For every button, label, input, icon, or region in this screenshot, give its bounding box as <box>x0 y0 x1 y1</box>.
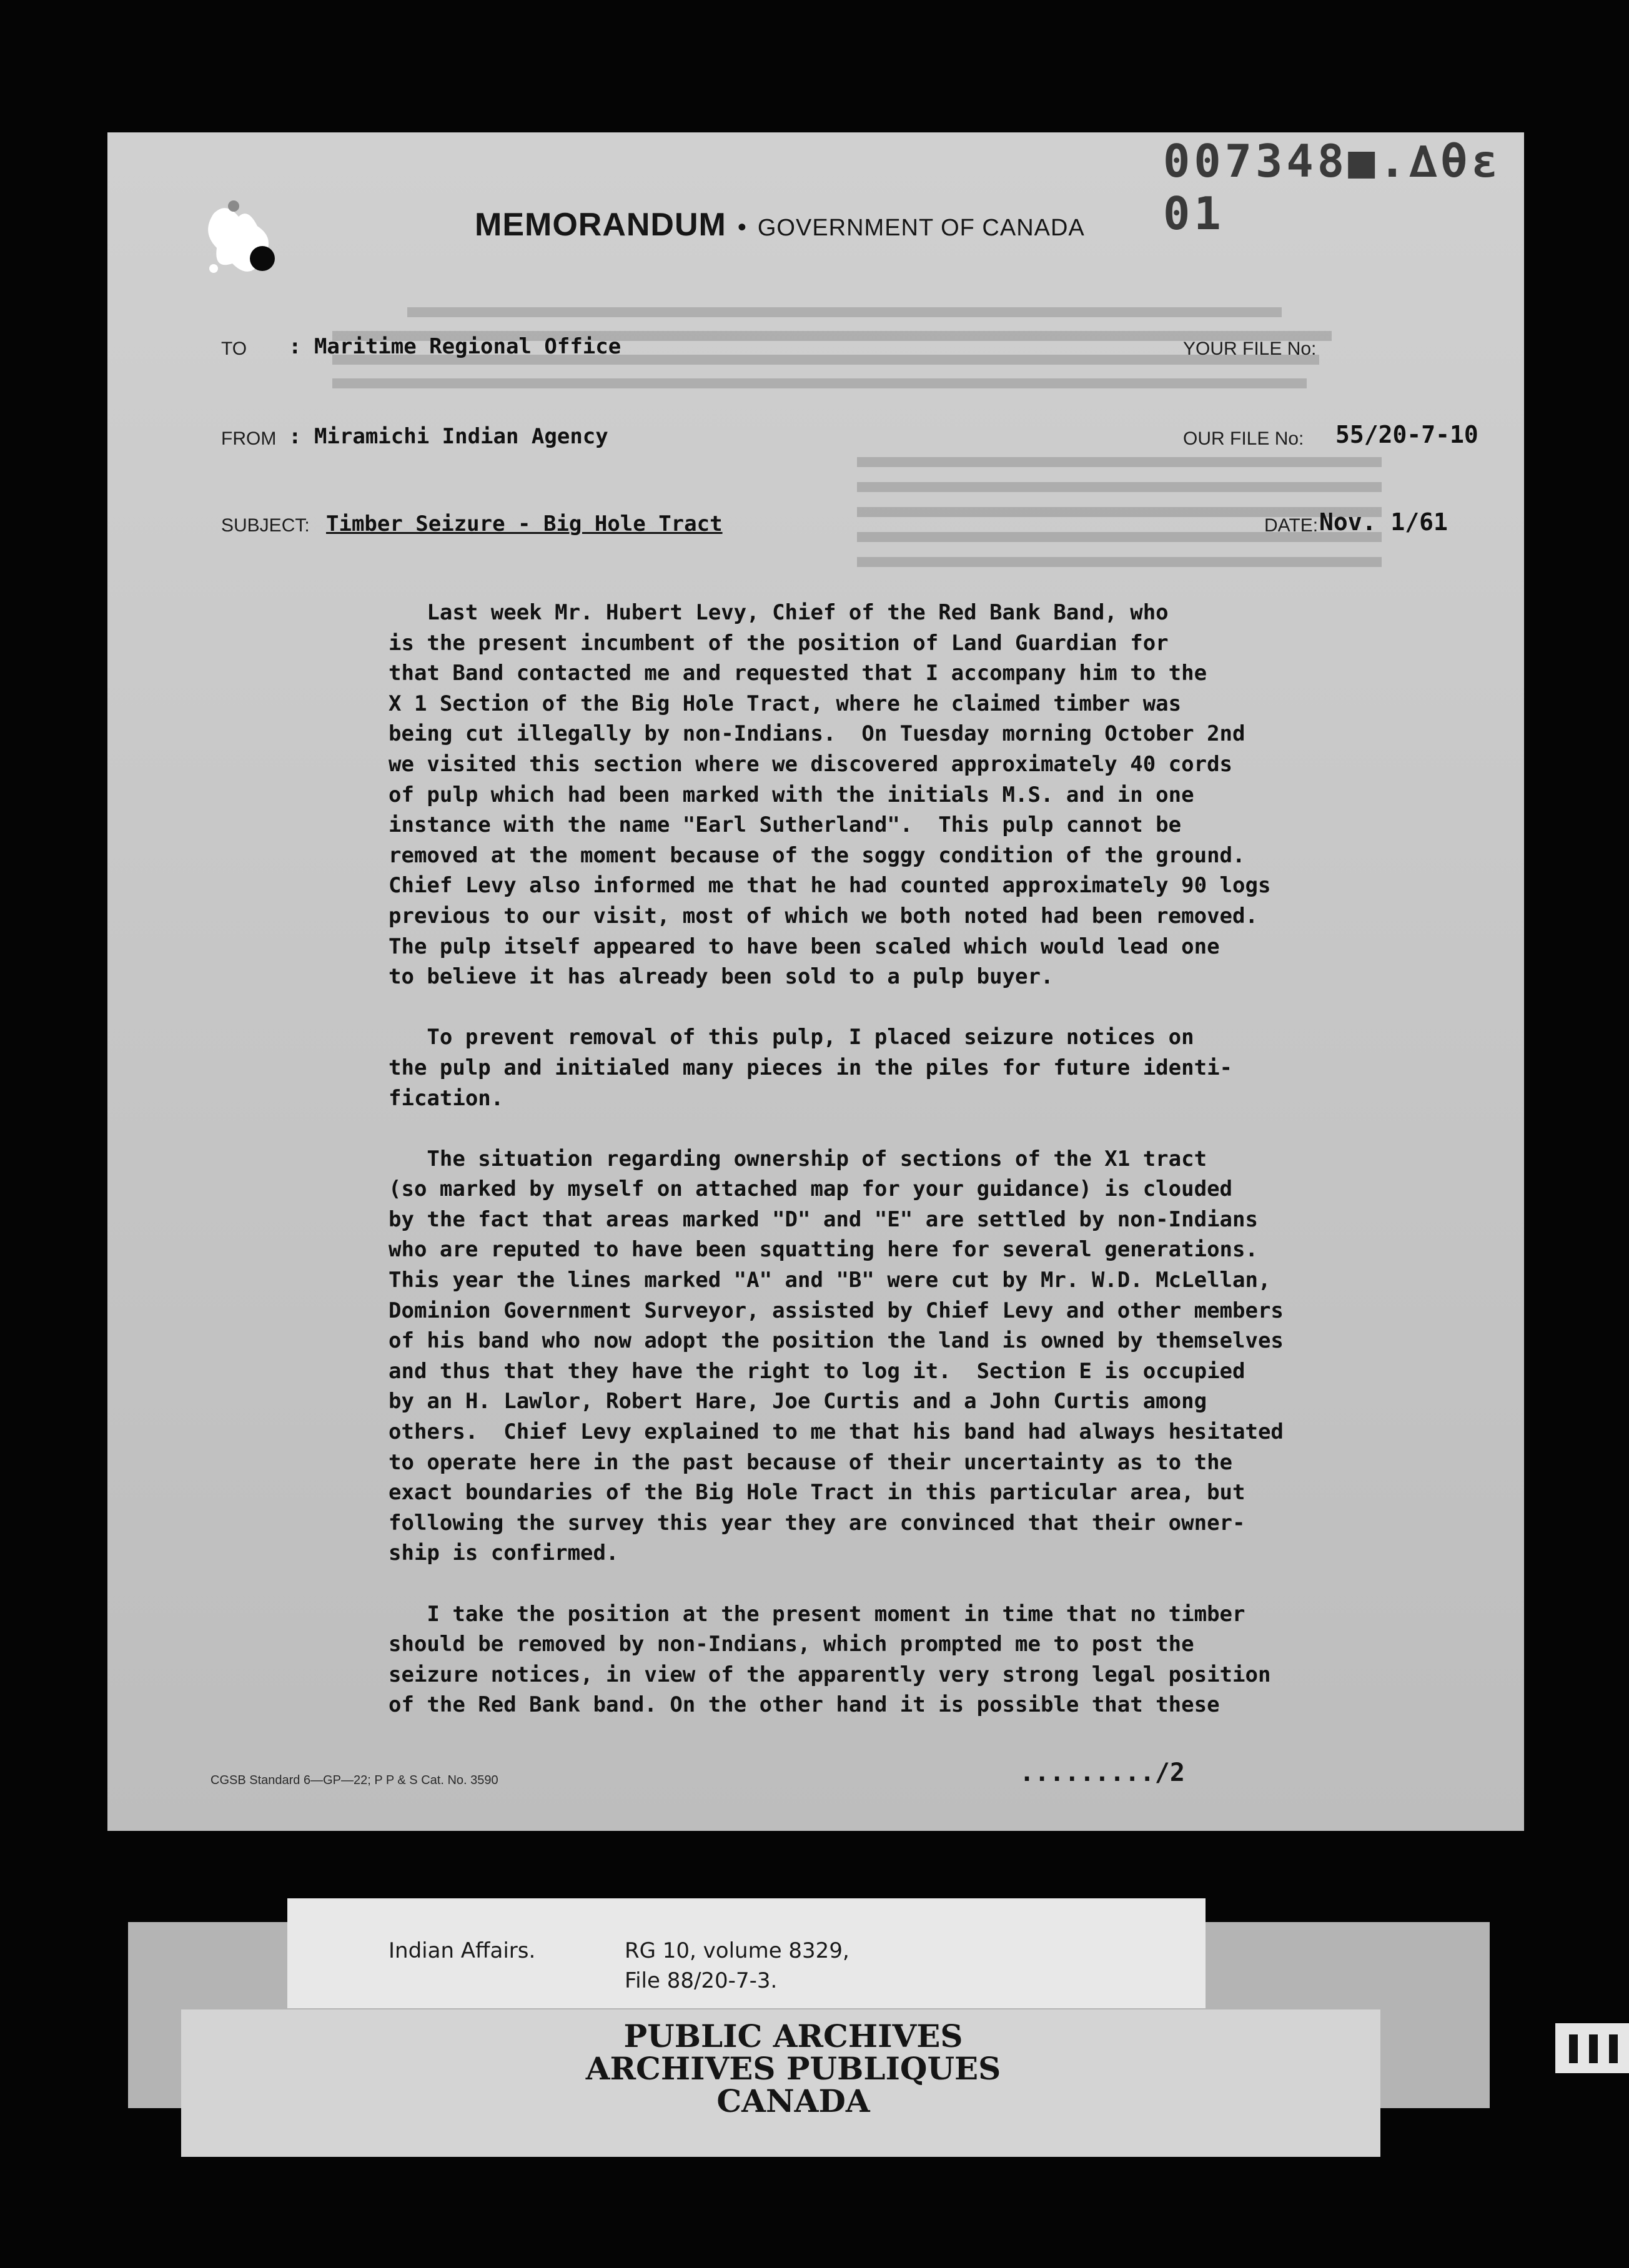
to-label: TO <box>221 338 247 359</box>
memo-page <box>107 132 1524 1831</box>
public-archives-stamp <box>500 2020 1087 2118</box>
body-line: previous to our visit, most of which we both noted had been removed. <box>389 903 1258 929</box>
body-line: To prevent removal of this pulp, I placed seizure notices on <box>389 1025 1194 1050</box>
body-line: The pulp itself appeared to have been scaled which would lead one <box>389 934 1220 959</box>
archive-card-tab <box>1206 1922 1305 1941</box>
stamp-line: ARCHIVES PUBLIQUES <box>585 2050 1001 2087</box>
body-line: instance with the name "Earl Sutherland". This pulp cannot be <box>389 812 1182 838</box>
memo-header <box>475 206 1085 244</box>
form-code: CGSB Standard 6—GP—22; P P & S Cat. No. 3590 <box>210 1773 498 1787</box>
to-value: : Maritime Regional Office <box>289 334 621 359</box>
body-line: (so marked by myself on attached map for your guidance) is clouded <box>389 1176 1233 1202</box>
body-line: being cut illegally by non-Indians. On Tuesday morning October 2nd <box>389 721 1245 747</box>
body-line: of pulp which had been marked with the initials M.S. and in one <box>389 782 1194 807</box>
body-line: of the Red Bank band. On the other hand it is possible that these <box>389 1692 1220 1718</box>
paragraph-3 <box>389 1144 1500 1569</box>
body-line: we visited this section where we discovered approximately 40 cords <box>389 751 1233 777</box>
body-line: I take the position at the present moment in time that no timber <box>389 1601 1245 1627</box>
paragraph-1 <box>389 598 1500 992</box>
paper-damage-mark <box>189 189 295 295</box>
collection-label: Indian Affairs. <box>389 1938 536 1963</box>
body-line: This year the lines marked "A" and "B" were cut by Mr. W.D. McLellan, <box>389 1268 1271 1293</box>
body-line: Dominion Government Surveyor, assisted by Chief Levy and other members <box>389 1298 1284 1323</box>
body-line: X 1 Section of the Big Hole Tract, where he claimed timber was <box>389 691 1182 716</box>
government-of-canada: GOVERNMENT OF CANADA <box>757 215 1085 241</box>
stamp-line: PUBLIC ARCHIVES <box>623 2018 963 2054</box>
rg-reference-line-2: File 88/20-7-3. <box>625 1968 778 1993</box>
body-line: who are reputed to have been squatting here for several generations. <box>389 1237 1258 1263</box>
body-line: of his band who now adopt the position the land is owned by themselves <box>389 1328 1284 1354</box>
subject-value: Timber Seizure - Big Hole Tract <box>326 511 723 536</box>
paragraph-4 <box>389 1599 1500 1720</box>
body-line: by the fact that areas marked "D" and "E" are settled by non-Indians <box>389 1206 1258 1232</box>
body-line: seizure notices, in view of the apparently very strong legal position <box>389 1662 1271 1687</box>
body-line: and thus that they have the right to log it. Section E is occupied <box>389 1358 1245 1384</box>
body-line: following the survey this year they are convinced that their owner- <box>389 1510 1245 1536</box>
body-line: is the present incumbent of the position of Land Guardian for <box>389 630 1169 656</box>
memo-body <box>389 598 1500 1720</box>
header-bullet: • <box>737 214 746 241</box>
rg-reference-line-1: RG 10, volume 8329, <box>625 1938 849 1963</box>
our-file-label: OUR FILE No: <box>1183 428 1304 449</box>
body-line: ship is confirmed. <box>389 1541 619 1566</box>
frame-number: 007348■.∆θε 01 <box>1163 135 1502 240</box>
body-line: Last week Mr. Hubert Levy, Chief of the Red Bank Band, who <box>389 600 1169 625</box>
date-label: DATE: <box>1264 515 1319 536</box>
body-line: to operate here in the past because of their uncertainty as to the <box>389 1449 1233 1475</box>
body-line: others. Chief Levy explained to me that his band had always hesitated <box>389 1419 1284 1445</box>
memorandum-title: MEMORANDUM <box>475 207 726 243</box>
body-line: by an H. Lawlor, Robert Hare, Joe Curtis and a John Curtis among <box>389 1389 1207 1414</box>
paragraph-2 <box>389 1022 1500 1113</box>
film-edge-marker <box>1555 2023 1629 2073</box>
body-line: to believe it has already been sold to a pulp buyer. <box>389 964 1054 990</box>
body-line: that Band contacted me and requested that I accompany him to the <box>389 661 1207 686</box>
from-value: : Miramichi Indian Agency <box>289 424 608 449</box>
your-file-label: YOUR FILE No: <box>1183 338 1317 359</box>
from-label: FROM <box>221 428 277 449</box>
body-line: the pulp and initialed many pieces in the piles for future identi- <box>389 1055 1233 1080</box>
continued-page-marker: ........./2 <box>1019 1758 1185 1787</box>
body-line: should be removed by non-Indians, which prompted me to post the <box>389 1632 1194 1657</box>
body-line: Chief Levy also informed me that he had counted approximately 90 logs <box>389 873 1271 899</box>
body-line: fication. <box>389 1085 504 1111</box>
stamp-line: CANADA <box>716 2083 870 2119</box>
body-line: removed at the moment because of the soggy condition of the ground. <box>389 842 1245 868</box>
subject-label: SUBJECT: <box>221 515 310 536</box>
our-file-value: 55/20-7-10 <box>1335 421 1478 448</box>
body-line: The situation regarding ownership of sections of the X1 tract <box>389 1146 1207 1171</box>
date-value: Nov. 1/61 <box>1319 508 1448 536</box>
body-line: exact boundaries of the Big Hole Tract in this particular area, but <box>389 1480 1245 1506</box>
